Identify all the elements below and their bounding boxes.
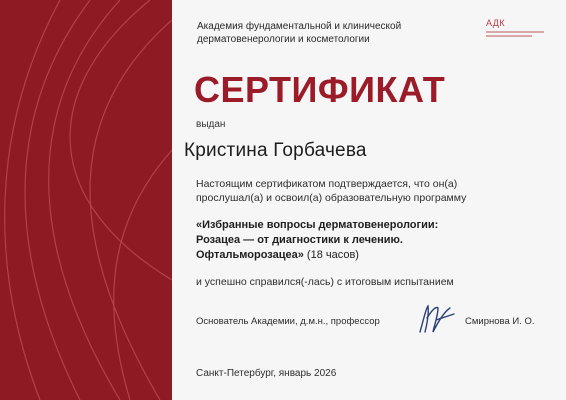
place-and-date: Санкт-Петербург, январь 2026 — [196, 368, 337, 379]
confirmation-text — [196, 177, 536, 205]
signer-name: Смирнова И. О. — [465, 316, 535, 327]
academy-name-line1: Академия фундаментальной и клинической — [197, 21, 402, 32]
decorative-side-panel — [0, 0, 172, 400]
program-title — [196, 218, 536, 263]
academy-name — [197, 20, 401, 46]
certificate-content — [172, 0, 566, 400]
program-hours: (18 часов) — [303, 249, 359, 261]
founder-label: Основатель Академии, д.м.н., профессор — [196, 316, 380, 327]
decorative-curves — [0, 0, 172, 400]
program-line3: Офтальморозацеа» — [196, 249, 304, 261]
academy-name-line2: дерматовенерологии и косметологии — [197, 34, 370, 45]
confirmation-line1: Настоящим сертификатом подтверждается, что он(а) — [196, 178, 458, 190]
program-line2: Розацеа — от диагностики к лечению. — [196, 234, 403, 246]
logo-abbreviation: АДК — [486, 18, 506, 28]
program-line1: «Избранные вопросы дерматовенерологии: — [196, 219, 439, 231]
logo-tagline-bar — [486, 31, 544, 33]
issued-label: выдан — [196, 119, 226, 130]
handwritten-signature — [416, 302, 456, 336]
confirmation-line2: прослушал(а) и освоил(а) образовательную программу — [196, 192, 467, 204]
certificate-title: СЕРТИФИКАТ — [194, 69, 446, 110]
logo-tagline-bar — [486, 35, 532, 37]
recipient-name: Кристина Горбачева — [184, 140, 367, 161]
academy-logo — [486, 18, 548, 40]
passed-exam-text: и успешно справился(-лась) с итоговым испытанием — [196, 276, 454, 288]
